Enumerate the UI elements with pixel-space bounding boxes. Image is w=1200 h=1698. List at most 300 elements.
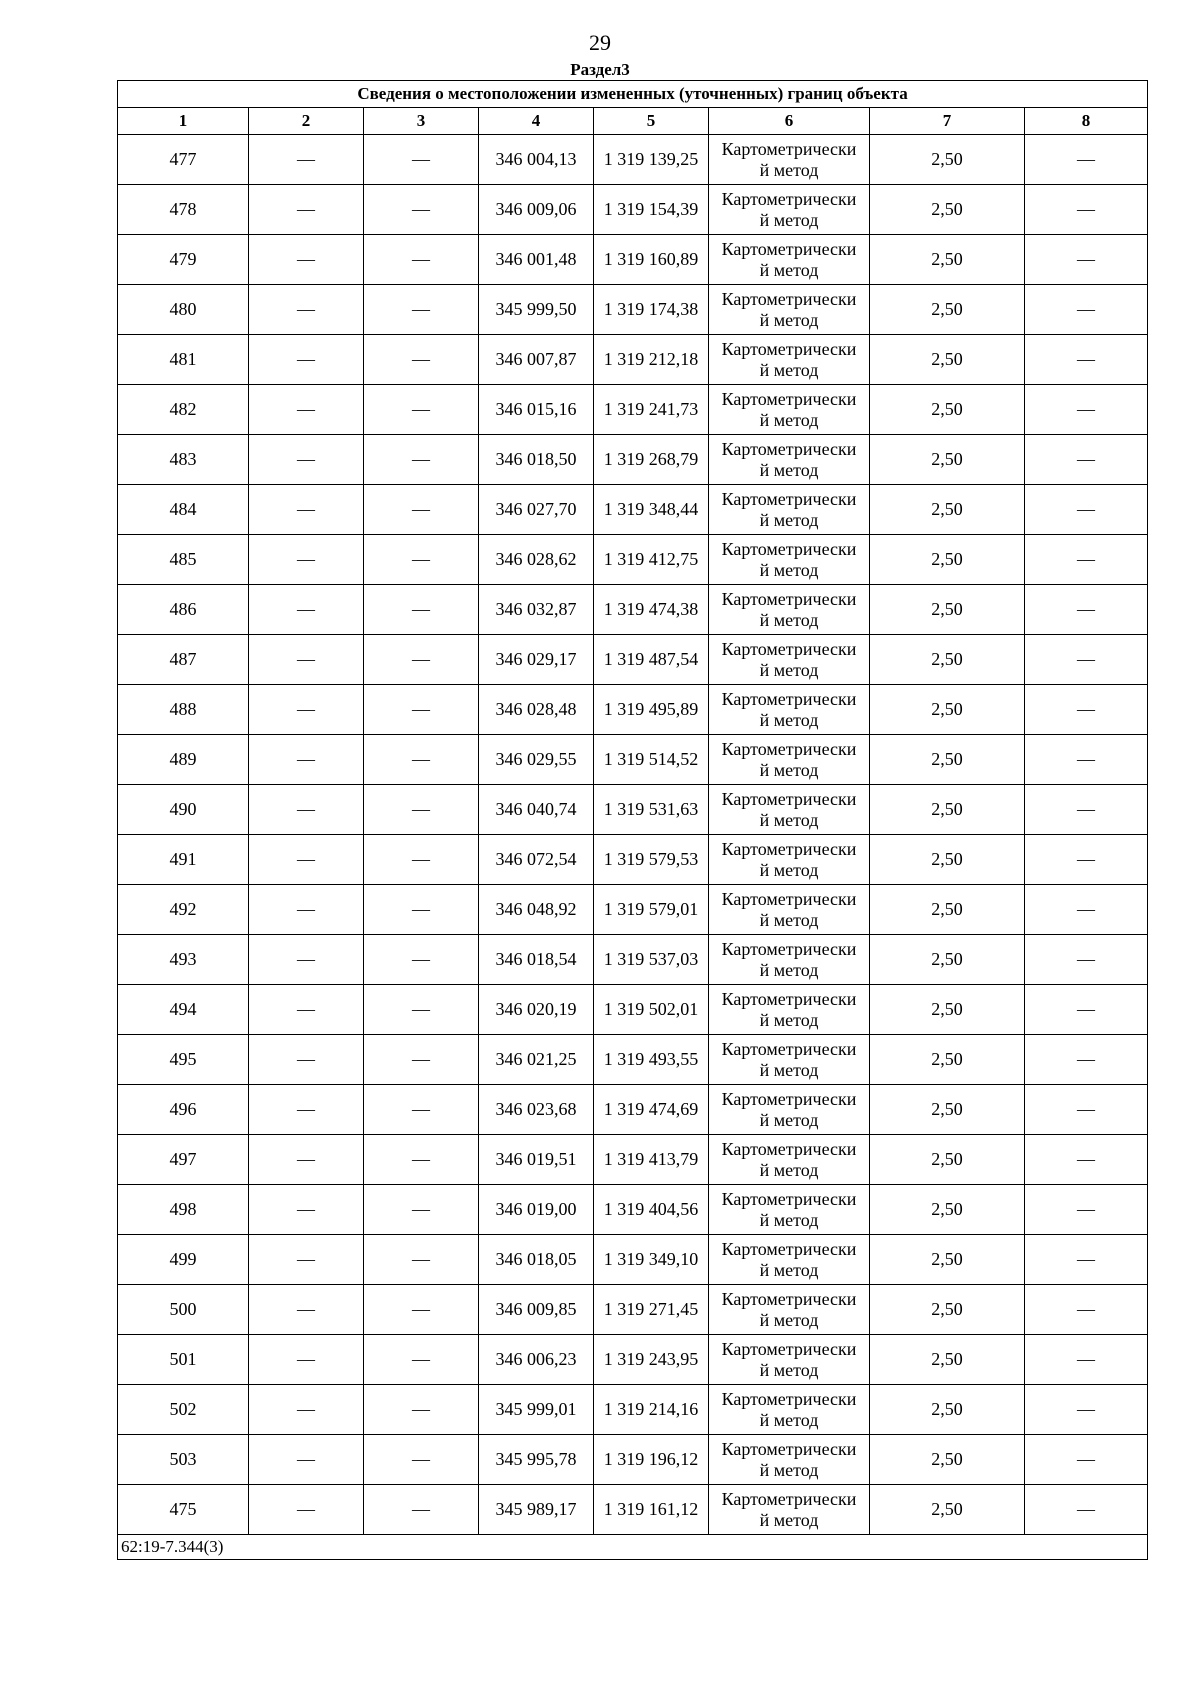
- method-line-2: й метод: [759, 759, 819, 780]
- empty-cell-col3: —: [364, 735, 479, 785]
- empty-cell-col2: —: [249, 885, 364, 935]
- x-coordinate-cell: 346 007,87: [479, 335, 594, 385]
- empty-cell-col8: —: [1025, 1485, 1148, 1535]
- method-line-2: й метод: [759, 1109, 819, 1130]
- point-number-cell: 501: [118, 1335, 249, 1385]
- x-coordinate-cell: 346 001,48: [479, 235, 594, 285]
- y-coordinate-cell: 1 319 349,10: [594, 1235, 709, 1285]
- table-caption-row: [118, 81, 1148, 108]
- point-number-cell: 499: [118, 1235, 249, 1285]
- method-cell: [709, 785, 870, 835]
- method-line-1: Картометрически: [721, 1488, 857, 1509]
- point-number-cell: 497: [118, 1135, 249, 1185]
- method-line-1: Картометрически: [721, 1088, 857, 1109]
- method-line-2: й метод: [759, 359, 819, 380]
- y-coordinate-cell: 1 319 241,73: [594, 385, 709, 435]
- empty-cell-col8: —: [1025, 1185, 1148, 1235]
- x-coordinate-cell: 345 989,17: [479, 1485, 594, 1535]
- y-coordinate-cell: 1 319 160,89: [594, 235, 709, 285]
- method-line-1: Картометрически: [721, 238, 857, 259]
- empty-cell-col3: —: [364, 835, 479, 885]
- x-coordinate-cell: 346 040,74: [479, 785, 594, 835]
- x-coordinate-cell: 346 020,19: [479, 985, 594, 1035]
- method-line-2: й метод: [759, 1309, 819, 1330]
- empty-cell-col3: —: [364, 1135, 479, 1185]
- method-line-2: й метод: [759, 809, 819, 830]
- x-coordinate-cell: 345 999,50: [479, 285, 594, 335]
- method-line-1: Картометрически: [721, 938, 857, 959]
- column-number-5: 5: [594, 108, 709, 135]
- method-line-1: Картометрически: [721, 288, 857, 309]
- y-coordinate-cell: 1 319 531,63: [594, 785, 709, 835]
- y-coordinate-cell: 1 319 196,12: [594, 1435, 709, 1485]
- accuracy-cell: 2,50: [870, 1485, 1025, 1535]
- empty-cell-col2: —: [249, 1135, 364, 1185]
- accuracy-cell: 2,50: [870, 235, 1025, 285]
- empty-cell-col3: —: [364, 585, 479, 635]
- y-coordinate-cell: 1 319 502,01: [594, 985, 709, 1035]
- method-cell: [709, 335, 870, 385]
- method-line-2: й метод: [759, 1259, 819, 1280]
- method-line-1: Картометрически: [721, 438, 857, 459]
- table-row: [118, 1035, 1148, 1085]
- point-number-cell: 478: [118, 185, 249, 235]
- accuracy-cell: 2,50: [870, 535, 1025, 585]
- accuracy-cell: 2,50: [870, 585, 1025, 635]
- point-number-cell: 481: [118, 335, 249, 385]
- table-row: [118, 235, 1148, 285]
- method-line-2: й метод: [759, 1359, 819, 1380]
- method-line-1: Картометрически: [721, 1338, 857, 1359]
- empty-cell-col2: —: [249, 785, 364, 835]
- footer-row: [118, 1535, 1148, 1560]
- empty-cell-col2: —: [249, 1385, 364, 1435]
- accuracy-cell: 2,50: [870, 785, 1025, 835]
- point-number-cell: 496: [118, 1085, 249, 1135]
- method-cell: [709, 1385, 870, 1435]
- method-cell: [709, 1285, 870, 1335]
- method-line-2: й метод: [759, 559, 819, 580]
- accuracy-cell: 2,50: [870, 635, 1025, 685]
- x-coordinate-cell: 346 072,54: [479, 835, 594, 885]
- x-coordinate-cell: 346 029,55: [479, 735, 594, 785]
- empty-cell-col8: —: [1025, 685, 1148, 735]
- accuracy-cell: 2,50: [870, 1185, 1025, 1235]
- empty-cell-col3: —: [364, 185, 479, 235]
- empty-cell-col2: —: [249, 385, 364, 435]
- method-cell: [709, 535, 870, 585]
- method-line-1: Картометрически: [721, 1138, 857, 1159]
- method-line-2: й метод: [759, 309, 819, 330]
- point-number-cell: 495: [118, 1035, 249, 1085]
- empty-cell-col3: —: [364, 985, 479, 1035]
- empty-cell-col3: —: [364, 935, 479, 985]
- accuracy-cell: 2,50: [870, 135, 1025, 185]
- empty-cell-col8: —: [1025, 285, 1148, 335]
- x-coordinate-cell: 346 019,51: [479, 1135, 594, 1185]
- accuracy-cell: 2,50: [870, 1085, 1025, 1135]
- method-line-1: Картометрически: [721, 1288, 857, 1309]
- method-line-2: й метод: [759, 909, 819, 930]
- point-number-cell: 494: [118, 985, 249, 1035]
- method-line-1: Картометрически: [721, 988, 857, 1009]
- point-number-cell: 490: [118, 785, 249, 835]
- method-cell: [709, 185, 870, 235]
- x-coordinate-cell: 346 048,92: [479, 885, 594, 935]
- method-cell: [709, 385, 870, 435]
- accuracy-cell: 2,50: [870, 1035, 1025, 1085]
- empty-cell-col8: —: [1025, 385, 1148, 435]
- empty-cell-col8: —: [1025, 735, 1148, 785]
- table-row: [118, 285, 1148, 335]
- column-number-2: 2: [249, 108, 364, 135]
- empty-cell-col2: —: [249, 735, 364, 785]
- point-number-cell: 492: [118, 885, 249, 935]
- x-coordinate-cell: 345 995,78: [479, 1435, 594, 1485]
- method-line-1: Картометрически: [721, 1038, 857, 1059]
- point-number-cell: 484: [118, 485, 249, 535]
- empty-cell-col3: —: [364, 335, 479, 385]
- y-coordinate-cell: 1 319 271,45: [594, 1285, 709, 1335]
- boundary-coordinates-table: [117, 80, 1148, 1560]
- empty-cell-col8: —: [1025, 985, 1148, 1035]
- point-number-cell: 500: [118, 1285, 249, 1335]
- empty-cell-col3: —: [364, 885, 479, 935]
- y-coordinate-cell: 1 319 348,44: [594, 485, 709, 535]
- table-row: [118, 335, 1148, 385]
- method-line-1: Картометрически: [721, 1238, 857, 1259]
- point-number-cell: 483: [118, 435, 249, 485]
- x-coordinate-cell: 346 009,06: [479, 185, 594, 235]
- method-line-1: Картометрически: [721, 788, 857, 809]
- empty-cell-col8: —: [1025, 785, 1148, 835]
- empty-cell-col3: —: [364, 1435, 479, 1485]
- y-coordinate-cell: 1 319 474,69: [594, 1085, 709, 1135]
- method-line-1: Картометрически: [721, 1438, 857, 1459]
- x-coordinate-cell: 346 019,00: [479, 1185, 594, 1235]
- empty-cell-col8: —: [1025, 335, 1148, 385]
- table-row: [118, 635, 1148, 685]
- empty-cell-col8: —: [1025, 1435, 1148, 1485]
- empty-cell-col3: —: [364, 235, 479, 285]
- empty-cell-col2: —: [249, 1285, 364, 1335]
- empty-cell-col8: —: [1025, 1335, 1148, 1385]
- method-line-1: Картометрически: [721, 488, 857, 509]
- table-row: [118, 885, 1148, 935]
- accuracy-cell: 2,50: [870, 335, 1025, 385]
- empty-cell-col8: —: [1025, 935, 1148, 985]
- empty-cell-col2: —: [249, 1185, 364, 1235]
- y-coordinate-cell: 1 319 514,52: [594, 735, 709, 785]
- table-row: [118, 1435, 1148, 1485]
- point-number-cell: 482: [118, 385, 249, 435]
- accuracy-cell: 2,50: [870, 985, 1025, 1035]
- point-number-cell: 486: [118, 585, 249, 635]
- x-coordinate-cell: 346 028,48: [479, 685, 594, 735]
- table-row: [118, 135, 1148, 185]
- empty-cell-col8: —: [1025, 1385, 1148, 1435]
- accuracy-cell: 2,50: [870, 435, 1025, 485]
- y-coordinate-cell: 1 319 413,79: [594, 1135, 709, 1185]
- column-number-1: 1: [118, 108, 249, 135]
- point-number-cell: 498: [118, 1185, 249, 1235]
- method-cell: [709, 1185, 870, 1235]
- table-caption: Сведения о местоположении измененных (уточненных) границ объекта: [118, 81, 1148, 108]
- empty-cell-col3: —: [364, 1035, 479, 1085]
- method-line-1: Картометрически: [721, 538, 857, 559]
- empty-cell-col2: —: [249, 935, 364, 985]
- empty-cell-col2: —: [249, 135, 364, 185]
- method-line-2: й метод: [759, 259, 819, 280]
- method-line-1: Картометрически: [721, 738, 857, 759]
- method-cell: [709, 885, 870, 935]
- accuracy-cell: 2,50: [870, 685, 1025, 735]
- table-row: [118, 1385, 1148, 1435]
- table-row: [118, 185, 1148, 235]
- accuracy-cell: 2,50: [870, 1385, 1025, 1435]
- accuracy-cell: 2,50: [870, 185, 1025, 235]
- method-cell: [709, 1485, 870, 1535]
- empty-cell-col8: —: [1025, 1035, 1148, 1085]
- table-row: [118, 1085, 1148, 1135]
- y-coordinate-cell: 1 319 212,18: [594, 335, 709, 385]
- point-number-cell: 493: [118, 935, 249, 985]
- point-number-cell: 502: [118, 1385, 249, 1435]
- method-cell: [709, 1135, 870, 1185]
- empty-cell-col8: —: [1025, 635, 1148, 685]
- y-coordinate-cell: 1 319 579,01: [594, 885, 709, 935]
- accuracy-cell: 2,50: [870, 485, 1025, 535]
- empty-cell-col8: —: [1025, 435, 1148, 485]
- empty-cell-col8: —: [1025, 135, 1148, 185]
- empty-cell-col2: —: [249, 1085, 364, 1135]
- method-cell: [709, 935, 870, 985]
- point-number-cell: 488: [118, 685, 249, 735]
- section-title: Раздел3: [570, 60, 630, 79]
- empty-cell-col3: —: [364, 135, 479, 185]
- method-line-1: Картометрически: [721, 888, 857, 909]
- method-cell: [709, 1085, 870, 1135]
- page-number: 29: [589, 30, 611, 55]
- empty-cell-col2: —: [249, 1485, 364, 1535]
- empty-cell-col3: —: [364, 535, 479, 585]
- point-number-cell: 479: [118, 235, 249, 285]
- method-line-1: Картометрически: [721, 338, 857, 359]
- method-cell: [709, 1235, 870, 1285]
- empty-cell-col2: —: [249, 585, 364, 635]
- x-coordinate-cell: 346 027,70: [479, 485, 594, 535]
- accuracy-cell: 2,50: [870, 1435, 1025, 1485]
- empty-cell-col3: —: [364, 385, 479, 435]
- table-row: [118, 385, 1148, 435]
- x-coordinate-cell: 346 018,05: [479, 1235, 594, 1285]
- table-row: [118, 1485, 1148, 1535]
- empty-cell-col8: —: [1025, 585, 1148, 635]
- y-coordinate-cell: 1 319 161,12: [594, 1485, 709, 1535]
- method-cell: [709, 585, 870, 635]
- empty-cell-col2: —: [249, 235, 364, 285]
- y-coordinate-cell: 1 319 495,89: [594, 685, 709, 735]
- empty-cell-col8: —: [1025, 1085, 1148, 1135]
- empty-cell-col2: —: [249, 535, 364, 585]
- table-row: [118, 435, 1148, 485]
- method-cell: [709, 835, 870, 885]
- column-number-4: 4: [479, 108, 594, 135]
- empty-cell-col8: —: [1025, 1135, 1148, 1185]
- empty-cell-col8: —: [1025, 1235, 1148, 1285]
- x-coordinate-cell: 346 021,25: [479, 1035, 594, 1085]
- point-number-cell: 480: [118, 285, 249, 335]
- empty-cell-col3: —: [364, 1285, 479, 1335]
- table-row: [118, 985, 1148, 1035]
- accuracy-cell: 2,50: [870, 1135, 1025, 1185]
- empty-cell-col3: —: [364, 685, 479, 735]
- method-line-1: Картометрически: [721, 638, 857, 659]
- empty-cell-col2: —: [249, 285, 364, 335]
- empty-cell-col3: —: [364, 1335, 479, 1385]
- accuracy-cell: 2,50: [870, 1235, 1025, 1285]
- empty-cell-col2: —: [249, 1335, 364, 1385]
- empty-cell-col2: —: [249, 435, 364, 485]
- method-line-1: Картометрически: [721, 1388, 857, 1409]
- method-line-2: й метод: [759, 959, 819, 980]
- method-cell: [709, 1435, 870, 1485]
- x-coordinate-cell: 346 023,68: [479, 1085, 594, 1135]
- accuracy-cell: 2,50: [870, 935, 1025, 985]
- method-line-1: Картометрически: [721, 1188, 857, 1209]
- table-row: [118, 1285, 1148, 1335]
- y-coordinate-cell: 1 319 268,79: [594, 435, 709, 485]
- y-coordinate-cell: 1 319 214,16: [594, 1385, 709, 1435]
- accuracy-cell: 2,50: [870, 1335, 1025, 1385]
- empty-cell-col8: —: [1025, 885, 1148, 935]
- point-number-cell: 503: [118, 1435, 249, 1485]
- x-coordinate-cell: 346 029,17: [479, 635, 594, 685]
- empty-cell-col8: —: [1025, 835, 1148, 885]
- method-line-2: й метод: [759, 159, 819, 180]
- column-number-8: 8: [1025, 108, 1148, 135]
- point-number-cell: 487: [118, 635, 249, 685]
- y-coordinate-cell: 1 319 487,54: [594, 635, 709, 685]
- method-line-2: й метод: [759, 709, 819, 730]
- empty-cell-col3: —: [364, 485, 479, 535]
- method-cell: [709, 735, 870, 785]
- empty-cell-col2: —: [249, 1035, 364, 1085]
- empty-cell-col2: —: [249, 1435, 364, 1485]
- empty-cell-col3: —: [364, 1085, 479, 1135]
- x-coordinate-cell: 346 004,13: [479, 135, 594, 185]
- table-row: [118, 535, 1148, 585]
- method-cell: [709, 685, 870, 735]
- table-row: [118, 585, 1148, 635]
- y-coordinate-cell: 1 319 579,53: [594, 835, 709, 885]
- empty-cell-col3: —: [364, 285, 479, 335]
- accuracy-cell: 2,50: [870, 835, 1025, 885]
- footer-code: 62:19-7.344(3): [118, 1535, 1148, 1560]
- column-number-7: 7: [870, 108, 1025, 135]
- y-coordinate-cell: 1 319 493,55: [594, 1035, 709, 1085]
- method-line-2: й метод: [759, 1159, 819, 1180]
- empty-cell-col2: —: [249, 835, 364, 885]
- point-number-cell: 491: [118, 835, 249, 885]
- method-line-2: й метод: [759, 1209, 819, 1230]
- y-coordinate-cell: 1 319 404,56: [594, 1185, 709, 1235]
- empty-cell-col3: —: [364, 1235, 479, 1285]
- method-line-1: Картометрически: [721, 388, 857, 409]
- empty-cell-col2: —: [249, 1235, 364, 1285]
- method-line-2: й метод: [759, 1009, 819, 1030]
- method-line-1: Картометрически: [721, 138, 857, 159]
- y-coordinate-cell: 1 319 139,25: [594, 135, 709, 185]
- x-coordinate-cell: 345 999,01: [479, 1385, 594, 1435]
- table-row: [118, 1185, 1148, 1235]
- method-line-2: й метод: [759, 609, 819, 630]
- empty-cell-col8: —: [1025, 1285, 1148, 1335]
- method-line-1: Картометрически: [721, 588, 857, 609]
- x-coordinate-cell: 346 006,23: [479, 1335, 594, 1385]
- point-number-cell: 475: [118, 1485, 249, 1535]
- x-coordinate-cell: 346 018,54: [479, 935, 594, 985]
- method-line-2: й метод: [759, 209, 819, 230]
- column-number-6: 6: [709, 108, 870, 135]
- accuracy-cell: 2,50: [870, 285, 1025, 335]
- table-row: [118, 735, 1148, 785]
- x-coordinate-cell: 346 032,87: [479, 585, 594, 635]
- method-cell: [709, 1335, 870, 1385]
- empty-cell-col3: —: [364, 1485, 479, 1535]
- column-number-3: 3: [364, 108, 479, 135]
- table-row: [118, 1235, 1148, 1285]
- accuracy-cell: 2,50: [870, 735, 1025, 785]
- accuracy-cell: 2,50: [870, 1285, 1025, 1335]
- method-line-1: Картометрически: [721, 688, 857, 709]
- method-cell: [709, 235, 870, 285]
- method-cell: [709, 285, 870, 335]
- y-coordinate-cell: 1 319 474,38: [594, 585, 709, 635]
- point-number-cell: 477: [118, 135, 249, 185]
- empty-cell-col2: —: [249, 485, 364, 535]
- method-line-2: й метод: [759, 659, 819, 680]
- empty-cell-col2: —: [249, 335, 364, 385]
- method-line-1: Картометрически: [721, 188, 857, 209]
- method-cell: [709, 1035, 870, 1085]
- empty-cell-col2: —: [249, 685, 364, 735]
- empty-cell-col2: —: [249, 185, 364, 235]
- table-row: [118, 785, 1148, 835]
- method-cell: [709, 135, 870, 185]
- accuracy-cell: 2,50: [870, 385, 1025, 435]
- accuracy-cell: 2,50: [870, 885, 1025, 935]
- table-row: [118, 835, 1148, 885]
- point-number-cell: 485: [118, 535, 249, 585]
- empty-cell-col3: —: [364, 785, 479, 835]
- table-row: [118, 1135, 1148, 1185]
- x-coordinate-cell: 346 028,62: [479, 535, 594, 585]
- method-cell: [709, 435, 870, 485]
- method-cell: [709, 485, 870, 535]
- method-line-2: й метод: [759, 1059, 819, 1080]
- column-number-row: [118, 108, 1148, 135]
- empty-cell-col3: —: [364, 1185, 479, 1235]
- method-line-2: й метод: [759, 859, 819, 880]
- method-line-1: Картометрически: [721, 838, 857, 859]
- x-coordinate-cell: 346 018,50: [479, 435, 594, 485]
- table-row: [118, 685, 1148, 735]
- empty-cell-col3: —: [364, 435, 479, 485]
- empty-cell-col2: —: [249, 635, 364, 685]
- y-coordinate-cell: 1 319 412,75: [594, 535, 709, 585]
- method-line-2: й метод: [759, 1459, 819, 1480]
